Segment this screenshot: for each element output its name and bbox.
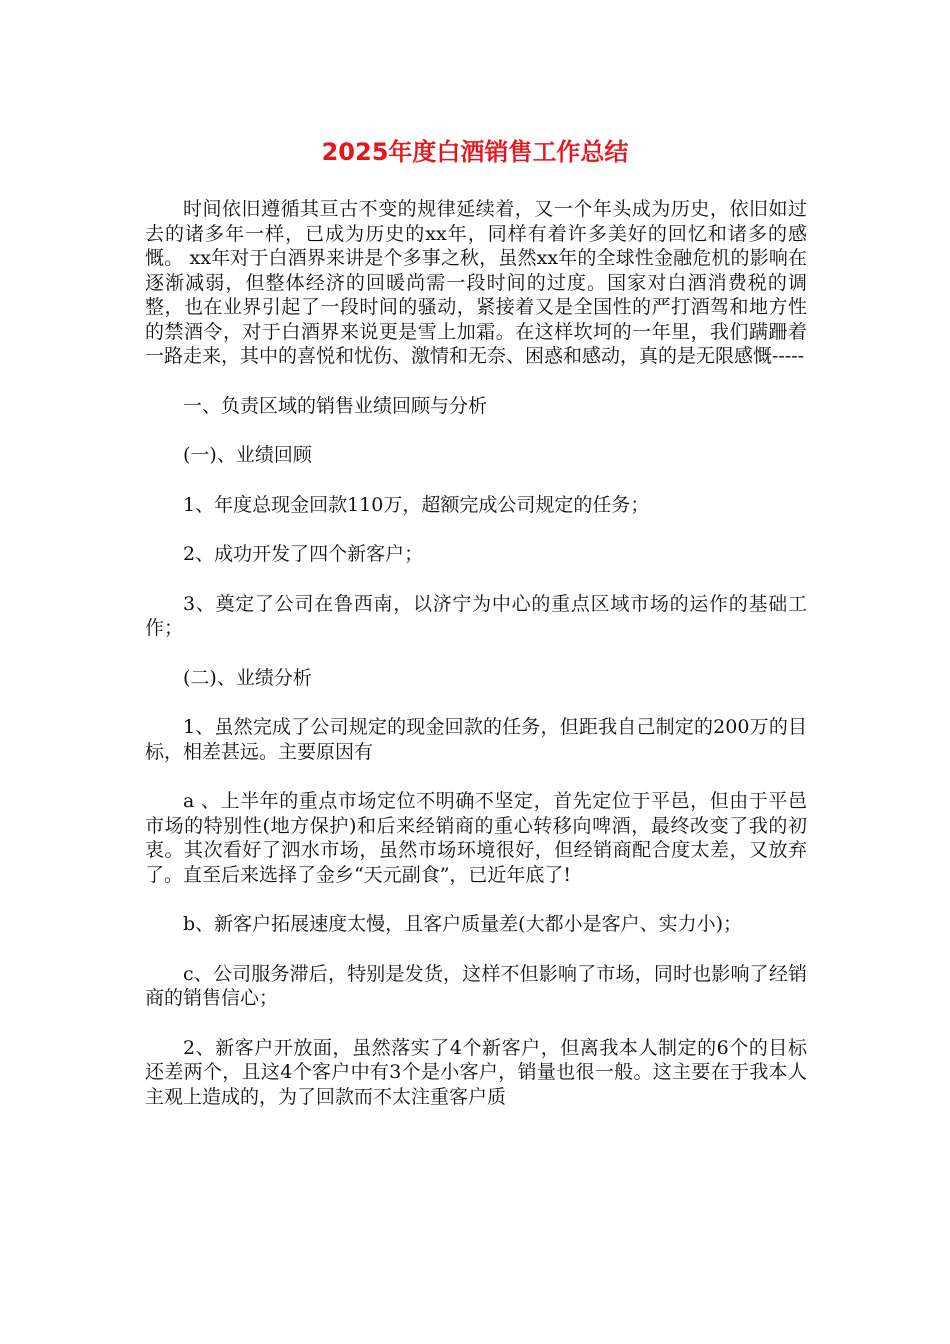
review-item-3: 3、奠定了公司在鲁西南，以济宁为中心的重点区域市场的运作的基础工作； [145, 592, 807, 639]
analysis-item-2: 2、新客户开放面，虽然落实了4个新客户，但离我本人制定的6个的目标还差两个，且这4个客户中有3个是小客户，销量也很一般。这主要在于我本人主观上造成的，为了回款而不太注重客户质 [145, 1036, 807, 1108]
analysis-item-1: 1、虽然完成了公司规定的现金回款的任务，但距我自己制定的200万的目标，相差甚远。主要原因有 [145, 716, 807, 763]
subsection-heading-analysis: (二)、业绩分析 [183, 666, 312, 689]
subsection-heading-review: (一)、业绩回顾 [183, 444, 312, 466]
analysis-item-c: c、公司服务滞后，特别是发货，这样不但影响了市场，同时也影响了经销商的销售信心； [145, 962, 807, 1009]
review-item-1: 1、年度总现金回款110万，超额完成公司规定的任务； [183, 493, 650, 516]
document-body [145, 197, 807, 1134]
section-heading-review-analysis: 一、负责区域的销售业绩回顾与分析 [183, 394, 488, 417]
review-item-2: 2、成功开发了四个新客户； [183, 543, 424, 565]
analysis-item-b: b、新客户拓展速度太慢，且客户质量差(大都小是客户、实力小)； [183, 913, 742, 935]
analysis-item-a: a 、上半年的重点市场定位不明确不坚定，首先定位于平邑，但由于平邑市场的特别性(地方保护)和后来经销商的重心转移向啤酒，最终改变了我的初衷。其次看好了泗水市场，虽然市场环境很好，但经销商配合度太差，又放弃了。直至后来选择了金乡“天元副食”，已近年底了! [145, 790, 807, 886]
document-title: 2025年度白酒销售工作总结 [321, 138, 629, 166]
intro-paragraph: 时间依旧遵循其亘古不变的规律延续着，又一个年头成为历史，依旧如过去的诸多年一样，已成为历史的xx年，同样有着许多美好的回忆和诸多的感慨。 xx年对于白酒界来讲是个多事之秋，虽然xx年的全球性金融危机的影响在逐渐减弱，但整体经济的回暖尚需一段时间的过度。国家对白酒消费税的调整，也在业界引起了一段时间的骚动，紧接着又是全国性的严打酒驾和地方性的禁酒令，对于白酒界来说更是雪上加霜。在这样坎坷的一年里，我们蹒跚着一路走来，其中的喜悦和忧伤、激情和无奈、困惑和感动，真的是无限感慨----- [145, 198, 807, 367]
